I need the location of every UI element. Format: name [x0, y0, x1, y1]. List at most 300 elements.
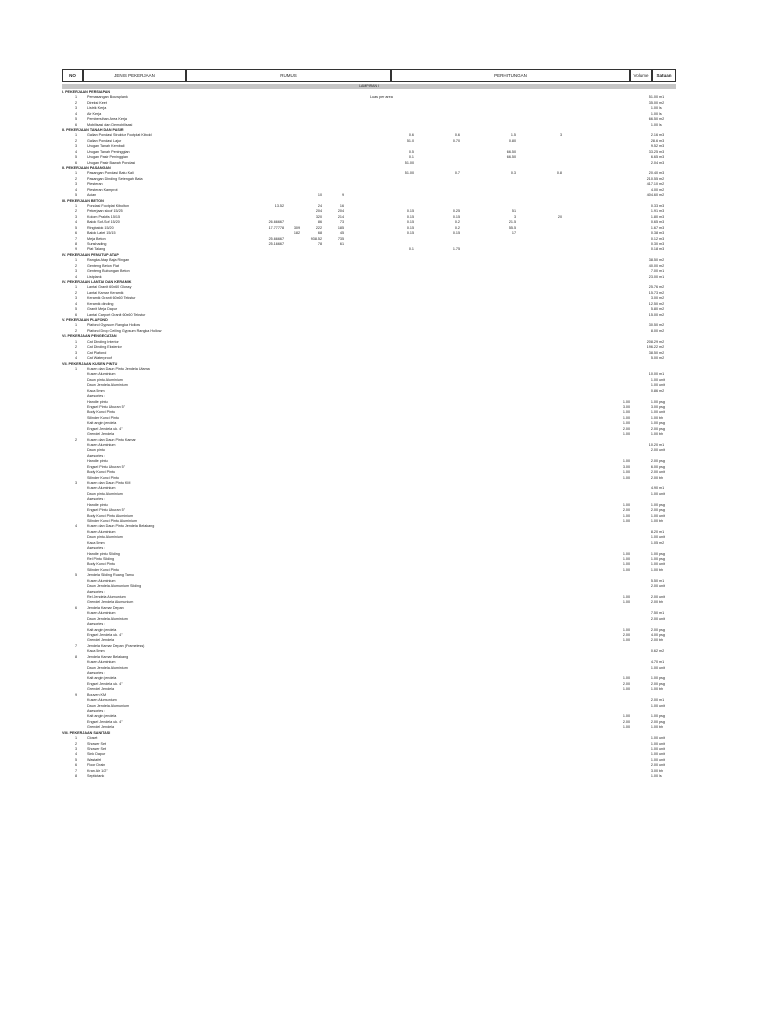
- unit-label: m2: [659, 649, 665, 654]
- formula-value: 24: [317, 204, 322, 209]
- item-number: 4: [74, 220, 78, 225]
- volume-value: 15.73: [648, 290, 658, 295]
- item-number: 7: [74, 643, 78, 648]
- item-name: Kusen Aluminium: [87, 442, 116, 447]
- item-name: Kaca 5mm: [87, 649, 105, 654]
- calc-value: 3: [559, 133, 562, 138]
- volume-value: 0.62: [650, 649, 658, 654]
- unit-label: unit: [659, 383, 665, 388]
- item-name: Shower Set: [87, 747, 107, 752]
- unit-label: m3: [659, 225, 665, 230]
- volume-value: 1.00: [650, 122, 658, 127]
- item-name: Keramik dinding: [87, 301, 114, 306]
- item-name: Air Kerja: [87, 111, 102, 116]
- volume-value: 1.00: [650, 432, 658, 437]
- item-name: Silinder Kunci Pintu: [87, 415, 119, 420]
- item-number: 3: [74, 269, 78, 274]
- unit-label: m2: [659, 540, 665, 545]
- unit-label: psg: [659, 551, 665, 556]
- unit-label: psg: [659, 502, 665, 507]
- section-title: VIII. PEKERJAAN SANITASI: [62, 730, 111, 735]
- item-name: Grendel Jendela: [87, 687, 115, 692]
- item-name: Engsel Jendela uk. 4": [87, 681, 123, 686]
- item-name: Asesories :: [87, 546, 106, 551]
- volume-value: 0.12: [650, 236, 658, 241]
- unit-label: m2: [659, 182, 665, 187]
- item-name: Acian: [87, 193, 97, 198]
- item-name: Kaca 5mm: [87, 540, 105, 545]
- volume-value: 5.00: [650, 356, 658, 361]
- volume-factor: 1.00: [622, 459, 630, 464]
- item-number: 6: [74, 160, 78, 165]
- volume-value: 1.00: [650, 399, 658, 404]
- volume-value: 2.00: [650, 719, 658, 724]
- item-number: 6: [74, 231, 78, 236]
- item-number: 4: [74, 274, 78, 279]
- item-name: Lantai Carport Granit 60x60 Tekstur: [87, 312, 146, 317]
- item-name: Cat Dinding Eksterior: [87, 345, 122, 350]
- unit-label: psg: [659, 421, 665, 426]
- calc-value: 0.70: [452, 138, 460, 143]
- unit-label: m1: [659, 660, 665, 665]
- item-name: Kusen Aluminium: [87, 660, 116, 665]
- unit-label: bh: [659, 518, 664, 523]
- section-title: II. PEKERJAAN PASANGAN: [62, 166, 111, 171]
- unit-label: bh: [659, 415, 664, 420]
- volume-factor: 1.00: [622, 562, 630, 567]
- formula-value: 61: [339, 242, 344, 247]
- volume-value: 1.00: [650, 687, 658, 692]
- item-name: Kusen Alumunium: [87, 698, 117, 703]
- section-title: VI. PEKERJAAN PENGECATAN: [62, 334, 117, 339]
- item-name: Silinder Kunci Pintu: [87, 475, 119, 480]
- volume-value: 1.00: [650, 567, 658, 572]
- item-name: Cat Waterproof: [87, 356, 112, 361]
- item-number: 5: [74, 117, 78, 122]
- calc-value: 0.15: [406, 231, 414, 236]
- volume-value: 2.00: [650, 681, 658, 686]
- unit-label: m3: [659, 242, 665, 247]
- volume-factor: 1.00: [622, 600, 630, 605]
- item-name: Plafond Gypsum Rangka Hollow: [87, 323, 141, 328]
- item-number: 5: [74, 757, 78, 762]
- volume-value: 1.00: [650, 377, 658, 382]
- item-name: Daun Jendela Aluminium: [87, 616, 128, 621]
- volume-value: 3.00: [650, 404, 658, 409]
- item-name: Asesories :: [87, 622, 106, 627]
- unit-label: unit: [659, 747, 665, 752]
- volume-value: 9.52: [650, 144, 658, 149]
- formula-value: 10: [317, 193, 322, 198]
- unit-label: m2: [659, 263, 665, 268]
- unit-label: bh: [659, 687, 664, 692]
- unit-label: unit: [659, 703, 665, 708]
- volume-value: 4.90: [650, 486, 658, 491]
- volume-factor: 1.00: [622, 676, 630, 681]
- item-number: 1: [74, 171, 78, 176]
- unit-label: ls: [659, 111, 662, 116]
- formula-value: 214: [337, 214, 344, 219]
- unit-label: m2: [659, 350, 665, 355]
- item-name: Sunshading: [87, 242, 107, 247]
- item-name: Asesories :: [87, 709, 106, 714]
- item-name: Handle pintu: [87, 399, 108, 404]
- calc-value: 0.15: [406, 209, 414, 214]
- volume-factor: 1.00: [622, 502, 630, 507]
- item-name: Pasangan Pondasi Batu Kali: [87, 171, 134, 176]
- unit-label: psg: [659, 459, 665, 464]
- volume-factor: 1.00: [622, 567, 630, 572]
- unit-label: psg: [659, 556, 665, 561]
- volume-value: 1.00: [650, 665, 658, 670]
- unit-label: bh: [659, 638, 664, 643]
- volume-value: 8.00: [650, 328, 658, 333]
- unit-label: m3: [659, 236, 665, 241]
- item-number: 2: [74, 437, 78, 442]
- volume-value: 1.00: [650, 676, 658, 681]
- unit-label: psg: [659, 464, 665, 469]
- formula-value: 9: [341, 193, 344, 198]
- unit-label: unit: [659, 562, 665, 567]
- item-number: 1: [74, 736, 78, 741]
- item-number: 6: [74, 605, 78, 610]
- item-number: 3: [74, 480, 78, 485]
- formula-value: 182: [293, 231, 300, 236]
- volume-value: 2.00: [650, 616, 658, 621]
- item-name: Asesories :: [87, 497, 106, 502]
- item-name: Daun Jendela Alumunium: [87, 703, 130, 708]
- item-name: Listrik Kerja: [87, 106, 107, 111]
- calc-value: 0.25: [452, 209, 460, 214]
- item-name: Genteng Bubungan Beton: [87, 269, 130, 274]
- item-name: Keramik Granit 60x60 Tekstur: [87, 296, 136, 301]
- calc-value: 3: [513, 214, 516, 219]
- unit-label: m2: [659, 258, 665, 263]
- unit-label: unit: [659, 410, 665, 415]
- item-name: Genteng Beton Flat: [87, 263, 119, 268]
- item-name: Kait angin jendela: [87, 627, 117, 632]
- item-number: 6: [74, 763, 78, 768]
- unit-label: bh: [659, 567, 664, 572]
- unit-label: ls: [659, 774, 662, 779]
- unit-label: m2: [659, 345, 665, 350]
- item-number: 3: [74, 214, 78, 219]
- volume-value: 1.00: [650, 421, 658, 426]
- calc-value: 1.75: [452, 247, 460, 252]
- volume-factor: 1.00: [622, 687, 630, 692]
- formula-value: 73: [339, 220, 344, 225]
- volume-factor: 1.00: [622, 421, 630, 426]
- unit-label: unit: [659, 594, 665, 599]
- volume-value: 196.22: [646, 345, 658, 350]
- unit-label: psg: [659, 681, 665, 686]
- unit-label: m2: [659, 100, 665, 105]
- volume-factor: 1.00: [622, 415, 630, 420]
- volume-value: 5.80: [650, 307, 658, 312]
- formula-value: 68: [317, 231, 322, 236]
- volume-value: 35.00: [648, 100, 658, 105]
- calc-value: 51.00: [404, 160, 414, 165]
- unit-label: unit: [659, 491, 665, 496]
- formula-value: 204: [337, 209, 344, 214]
- volume-value: 1.00: [650, 736, 658, 741]
- item-name: Plesteran Kamprot: [87, 187, 118, 192]
- calc-value: 0.15: [452, 231, 460, 236]
- item-number: 1: [74, 133, 78, 138]
- unit-label: ls: [659, 106, 662, 111]
- item-number: 2: [74, 345, 78, 350]
- item-name: Urugan Tanah Peninggian: [87, 149, 130, 154]
- volume-value: 404.60: [646, 193, 658, 198]
- calc-value: 21.5: [508, 220, 516, 225]
- volume-factor: 1.00: [622, 638, 630, 643]
- item-number: 3: [74, 106, 78, 111]
- item-name: Meja Beton: [87, 236, 106, 241]
- volume-value: 12.50: [648, 301, 658, 306]
- volume-factor: 1.00: [622, 627, 630, 632]
- item-number: 6: [74, 312, 78, 317]
- section-title: II. PEKERJAAN TANAH DAN PASIR: [62, 128, 124, 132]
- unit-label: m3: [659, 144, 665, 149]
- volume-value: 66.50: [648, 117, 658, 122]
- item-number: 2: [74, 263, 78, 268]
- unit-label: psg: [659, 508, 665, 513]
- unit-label: m1: [659, 274, 665, 279]
- calc-value: 20: [557, 214, 562, 219]
- volume-factor: 2.00: [622, 426, 630, 431]
- volume-value: 30.50: [648, 323, 658, 328]
- item-name: Septictank: [87, 774, 105, 779]
- volume-value: 1.00: [650, 774, 658, 779]
- volume-factor: 1.00: [622, 551, 630, 556]
- item-name: Kait angin jendela: [87, 421, 117, 426]
- item-name: Body Kunci Pintu Aluminium: [87, 513, 134, 518]
- item-name: Kusen Aluminium: [87, 486, 116, 491]
- formula-value: 78: [317, 242, 322, 247]
- formula-value: 938.52: [310, 236, 322, 241]
- item-name: Pekerjaan sloof 15/25: [87, 209, 123, 214]
- item-name: Pasangan Dinding Setengah Bata: [87, 176, 143, 181]
- item-name: Kusen Aluminium: [87, 611, 116, 616]
- volume-value: 25.76: [648, 285, 658, 290]
- item-name: Engsel Jendela uk. 4": [87, 719, 123, 724]
- unit-label: unit: [659, 535, 665, 540]
- volume-value: 1.00: [650, 757, 658, 762]
- unit-label: m2: [659, 187, 665, 192]
- formula-value: 204: [315, 209, 322, 214]
- volume-value: 0.18: [650, 247, 658, 252]
- calc-value: 66.50: [506, 155, 516, 160]
- item-name: Asesories :: [87, 394, 106, 399]
- header-volume: Volume: [630, 69, 652, 82]
- item-name: Listplank: [87, 274, 102, 279]
- unit-label: m2: [659, 323, 665, 328]
- item-number: 1: [74, 258, 78, 263]
- item-number: 1: [74, 366, 78, 371]
- item-name: Body Kunci Pintu: [87, 470, 116, 475]
- item-number: 8: [74, 242, 78, 247]
- volume-factor: 2.00: [622, 719, 630, 724]
- formula-value: 25.16667: [268, 242, 284, 247]
- unit-label: unit: [659, 616, 665, 621]
- volume-factor: 3.00: [622, 404, 630, 409]
- item-name: Grendel Jendela: [87, 638, 115, 643]
- volume-factor: 1.00: [622, 475, 630, 480]
- unit-label: m1: [659, 529, 665, 534]
- volume-value: 40.00: [648, 263, 658, 268]
- section-title: VII. PEKERJAAN KUSEN PINTU: [62, 361, 118, 366]
- volume-value: 1.00: [650, 513, 658, 518]
- volume-value: 7.50: [650, 611, 658, 616]
- item-name: Daun Jendela Aluminium: [87, 383, 128, 388]
- section-title: III. PEKERJAAN BETON: [62, 198, 104, 203]
- calc-value: 0.15: [406, 220, 414, 225]
- formula-value: 13.52: [274, 204, 284, 209]
- unit-label: m2: [659, 307, 665, 312]
- volume-value: 2.00: [650, 763, 658, 768]
- volume-value: 10.00: [648, 372, 658, 377]
- formula-value: 185: [337, 225, 344, 230]
- volume-value: 0.65: [650, 220, 658, 225]
- volume-value: 1.00: [650, 747, 658, 752]
- unit-label: m3: [659, 220, 665, 225]
- item-number: 5: [74, 155, 78, 160]
- item-name: Rel Jendela Alumunium: [87, 594, 126, 599]
- item-name: Galian Pondasi Lajur: [87, 138, 122, 143]
- item-name: Balok Latei 15/15: [87, 231, 116, 236]
- volume-value: 2.04: [650, 160, 658, 165]
- volume-factor: 1.00: [622, 513, 630, 518]
- header-no: NO: [62, 69, 83, 82]
- item-name: Asesories :: [87, 589, 106, 594]
- volume-value: 2.00: [650, 627, 658, 632]
- unit-label: m2: [659, 388, 665, 393]
- volume-value: 1.05: [650, 540, 658, 545]
- volume-value: 15.00: [648, 312, 658, 317]
- volume-factor: 1.00: [622, 410, 630, 415]
- volume-value: 1.00: [650, 556, 658, 561]
- volume-value: 1.00: [650, 752, 658, 757]
- item-number: 3: [74, 296, 78, 301]
- header-perhitungan: PERHITUNGAN: [391, 69, 630, 82]
- volume-value: 23.00: [648, 274, 658, 279]
- volume-value: 1.00: [650, 106, 658, 111]
- volume-value: 1.00: [650, 111, 658, 116]
- item-number: 3: [74, 350, 78, 355]
- unit-label: m3: [659, 171, 665, 176]
- unit-label: psg: [659, 426, 665, 431]
- item-name: Daun Jendela Alumunium Sliding: [87, 584, 142, 589]
- volume-value: 2.00: [650, 459, 658, 464]
- item-number: 4: [74, 301, 78, 306]
- unit-label: m3: [659, 133, 665, 138]
- item-number: 4: [74, 111, 78, 116]
- unit-label: m2: [659, 176, 665, 181]
- volume-value: 1.00: [650, 383, 658, 388]
- unit-label: unit: [659, 513, 665, 518]
- calc-value: 51.0: [406, 138, 414, 143]
- item-number: 5: [74, 307, 78, 312]
- item-name: Urugan Pasir Peninggian: [87, 155, 128, 160]
- volume-value: 1.00: [650, 714, 658, 719]
- volume-factor: 1.00: [622, 432, 630, 437]
- formula-value: 17.77778: [268, 225, 284, 230]
- section-title: IV. PEKERJAAN LANTAI DAN KERAMIK: [62, 280, 132, 285]
- item-number: 1: [74, 323, 78, 328]
- volume-value: 2.00: [650, 470, 658, 475]
- unit-label: unit: [659, 752, 665, 757]
- calc-value: 0.3: [510, 171, 516, 176]
- item-name: Galian Pondasi Struktur Footplat Kibold: [87, 133, 152, 138]
- item-number: 4: [74, 356, 78, 361]
- volume-value: 1.00: [650, 502, 658, 507]
- formula-value: 26.66667: [268, 220, 284, 225]
- unit-label: unit: [659, 470, 665, 475]
- unit-label: m1: [659, 269, 665, 274]
- item-number: 6: [74, 122, 78, 127]
- table-row: [0, 774, 768, 779]
- volume-value: 7.00: [650, 269, 658, 274]
- item-number: 4: [74, 524, 78, 529]
- item-name: Plafond Drop Ceiling Gypsum Rangka Hollow: [87, 328, 162, 333]
- item-name: Granit Meja Dapur: [87, 307, 118, 312]
- unit-label: m3: [659, 149, 665, 154]
- item-name: Floor Drain: [87, 763, 106, 768]
- volume-value: 1.00: [650, 410, 658, 415]
- volume-value: 1.00: [650, 518, 658, 523]
- volume-factor: 3.00: [622, 464, 630, 469]
- unit-label: m1: [659, 442, 665, 447]
- item-number: 5: [74, 193, 78, 198]
- volume-value: 1.80: [650, 214, 658, 219]
- volume-value: 2.00: [650, 426, 658, 431]
- calc-value: 0.15: [452, 214, 460, 219]
- unit-label: bh: [659, 432, 664, 437]
- unit-label: unit: [659, 736, 665, 741]
- unit-label: m3: [659, 214, 665, 219]
- item-name: Cat Dinding Interior: [87, 339, 119, 344]
- item-name: Jendela Kamar Depan: [87, 605, 124, 610]
- item-name: Pemasangan Bouwplank: [87, 95, 128, 100]
- item-number: 7: [74, 768, 78, 773]
- unit-label: bh: [659, 725, 664, 730]
- unit-label: psg: [659, 633, 665, 637]
- unit-label: psg: [659, 399, 665, 404]
- unit-label: unit: [659, 741, 665, 746]
- calc-value: 51: [511, 209, 516, 214]
- volume-value: 1.00: [650, 535, 658, 540]
- item-name: Kait angin jendela: [87, 714, 117, 719]
- unit-label: m2: [659, 301, 665, 306]
- item-name: Daun Jendela Aluminium: [87, 665, 128, 670]
- item-name: Engsel Pintu Ukuran 5": [87, 508, 126, 513]
- item-number: 3: [74, 144, 78, 149]
- volume-value: 2.00: [650, 638, 658, 643]
- item-name: Jendela Sliding Ruang Tamu: [87, 573, 134, 578]
- unit-label: m2: [659, 117, 665, 122]
- volume-value: 1.00: [650, 562, 658, 567]
- unit-label: m3: [659, 155, 665, 160]
- unit-label: unit: [659, 448, 665, 453]
- unit-label: m2: [659, 339, 665, 344]
- item-name: Daun pintu Aluminium: [87, 377, 123, 382]
- volume-value: 1.00: [650, 415, 658, 420]
- unit-label: bh: [659, 600, 664, 605]
- formula-value: 86: [317, 220, 322, 225]
- item-number: 9: [74, 692, 78, 697]
- item-name: Kait angin jendela: [87, 676, 117, 681]
- unit-label: psg: [659, 714, 665, 719]
